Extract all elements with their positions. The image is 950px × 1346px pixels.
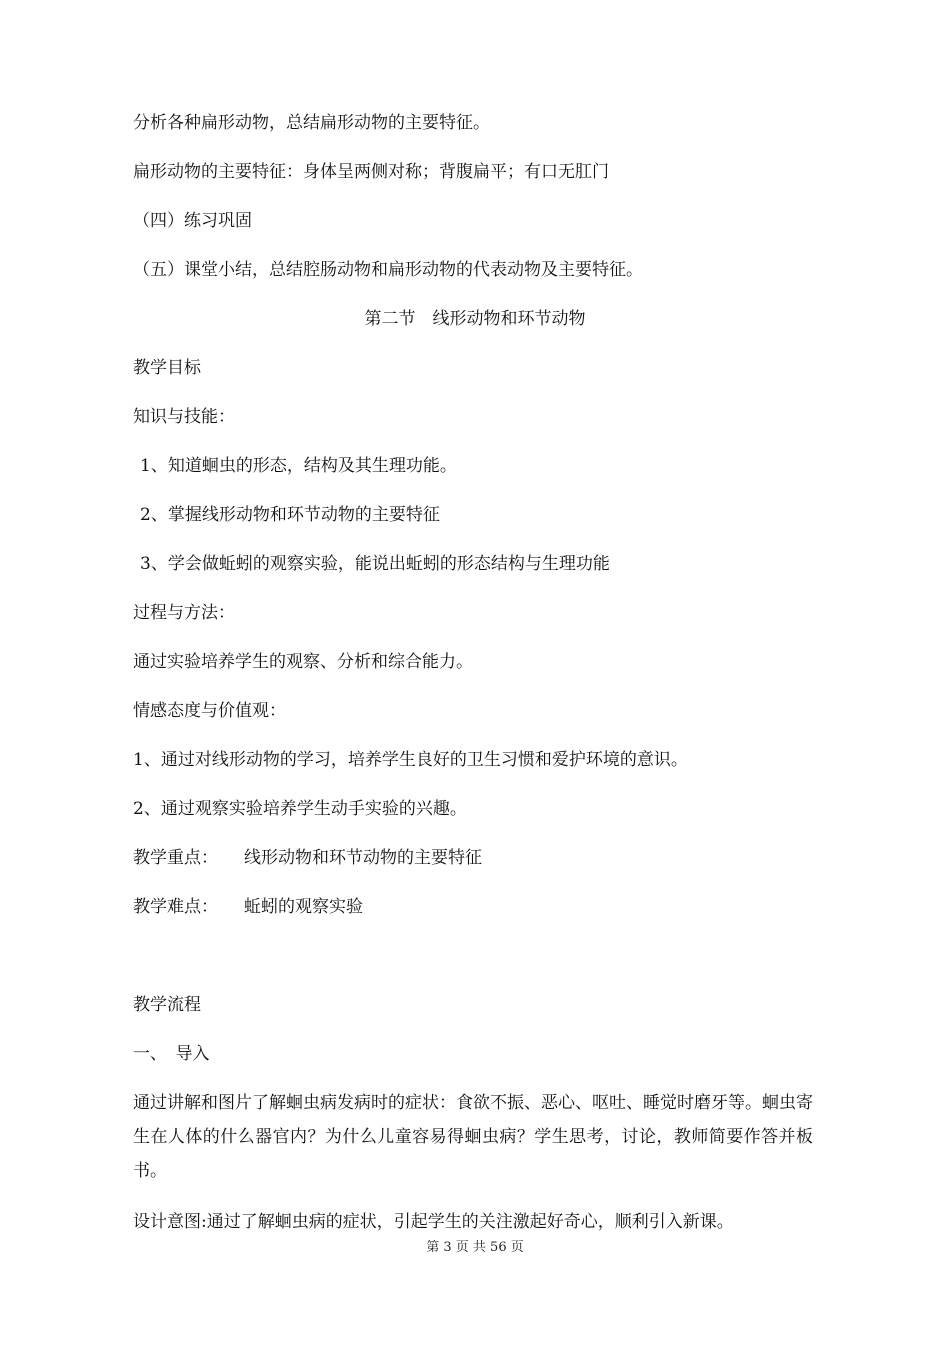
section-heading: 一、 导入 xyxy=(133,1044,210,1064)
text-line: 设计意图:通过了解蛔虫病的症状，引起学生的关注激起好奇心，顺利引入新课。 xyxy=(133,1212,734,1232)
text-line: 分析各种扁形动物，总结扁形动物的主要特征。 xyxy=(133,113,490,133)
heading: 教学流程 xyxy=(133,995,201,1015)
teaching-difficulty xyxy=(133,895,363,919)
list-item: 3、学会做蚯蚓的观察实验，能说出蚯蚓的形态结构与生理功能 xyxy=(140,554,610,574)
section-title: 第二节 线形动物和环节动物 xyxy=(364,309,586,329)
subheading: 情感态度与价值观： xyxy=(133,701,286,721)
subheading: 知识与技能： xyxy=(133,407,235,427)
teaching-focus-value: 线形动物和环节动物的主要特征 xyxy=(244,848,482,868)
subheading: 过程与方法： xyxy=(133,603,235,623)
teaching-focus-label: 教学重点： xyxy=(133,848,218,868)
teaching-difficulty-value: 蚯蚓的观察实验 xyxy=(244,897,363,917)
text-line: （五）课堂小结，总结腔肠动物和扁形动物的代表动物及主要特征。 xyxy=(133,260,643,280)
page-footer: 第 3 页 共 56 页 xyxy=(426,1240,524,1255)
text-line: （四）练习巩固 xyxy=(133,211,252,231)
heading: 教学目标 xyxy=(133,358,201,378)
text-line: 通过实验培养学生的观察、分析和综合能力。 xyxy=(133,652,473,672)
teaching-focus xyxy=(133,846,482,870)
paragraph: 通过讲解和图片了解蛔虫病发病时的症状：食欲不振、恶心、呕吐、睡觉时磨牙等。蛔虫寄生在人体的什么器官内？为什么儿童容易得蛔虫病？学生思考，讨论，教师简要作答并板书。 xyxy=(133,1093,813,1181)
teaching-difficulty-label: 教学难点： xyxy=(133,897,218,917)
list-item: 1、通过对线形动物的学习，培养学生良好的卫生习惯和爱护环境的意识。 xyxy=(133,750,688,770)
list-item: 1、知道蛔虫的形态，结构及其生理功能。 xyxy=(140,456,457,476)
list-item: 2、掌握线形动物和环节动物的主要特征 xyxy=(140,505,440,525)
list-item: 2、通过观察实验培养学生动手实验的兴趣。 xyxy=(133,799,467,819)
text-line: 扁形动物的主要特征：身体呈两侧对称；背腹扁平；有口无肛门 xyxy=(133,162,609,182)
